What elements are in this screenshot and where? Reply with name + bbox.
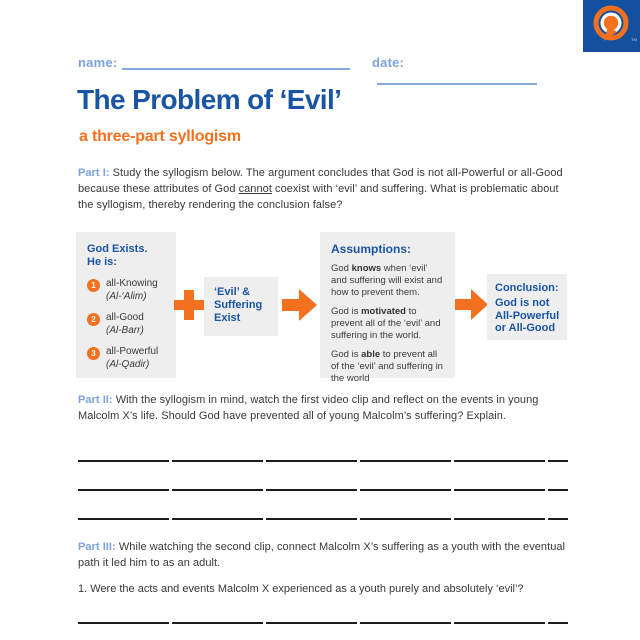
- arrow-right-icon: [282, 288, 317, 322]
- evil-suffering-box: [204, 277, 278, 336]
- part1-instructions: [78, 166, 570, 213]
- part3-text: While watching the second clip, connect Malcolm X’s suffering as a youth with the eventual path it led him to as an adult.: [78, 541, 566, 569]
- attribute-item: [87, 312, 168, 337]
- question-1: 1. Were the acts and events Malcolm X experienced as a youth purely and absolutely ‘evil’?: [78, 583, 524, 595]
- part1-label: Part I:: [78, 167, 110, 179]
- attribute-transliteration: (Al-‘Alim): [106, 291, 147, 302]
- assumptions-title: Assumptions:: [331, 242, 412, 256]
- part3-instructions: [78, 540, 570, 572]
- name-blank-line: [122, 57, 350, 70]
- part1-underlined-word: cannot: [238, 182, 272, 195]
- part2-text: With the syllogism in mind, watch the first video clip and reflect on the events in young Malcolm X’s life. Should God have prevented all of young Malcolm’s suffering? Explain.: [78, 394, 539, 422]
- q-logo-icon: [583, 0, 640, 52]
- answer-line: [78, 460, 568, 462]
- number-badge: 1: [87, 279, 100, 292]
- attribute-name: all-Knowing: [106, 278, 158, 289]
- answer-line: [78, 622, 568, 624]
- plus-icon: [174, 290, 204, 320]
- header-fields: [78, 55, 567, 73]
- attribute-item: [87, 346, 168, 371]
- page-title: The Problem of ‘Evil’: [77, 84, 342, 115]
- assumptions-box: [320, 232, 455, 384]
- part2-label: Part II:: [78, 394, 113, 406]
- premise-box: [76, 232, 176, 378]
- assumption-item: God is able to prevent all of the ‘evil’ and suffering in the world: [331, 349, 443, 384]
- conclusion-title: Conclusion:: [495, 282, 559, 294]
- part3-label: Part III:: [78, 541, 116, 553]
- attribute-transliteration: (Al-Qadir): [106, 359, 150, 370]
- number-badge: 3: [87, 347, 100, 360]
- number-badge: 2: [87, 313, 100, 326]
- date-label: date:: [372, 55, 405, 70]
- answer-line: [78, 489, 568, 491]
- date-blank-line: [377, 72, 537, 85]
- conclusion-text: or All-Good: [495, 322, 556, 334]
- syllogism-diagram: [76, 232, 567, 384]
- part2-instructions: [78, 393, 570, 425]
- name-label: name:: [78, 55, 118, 70]
- answer-line: [78, 518, 568, 520]
- attribute-item: [87, 278, 168, 303]
- arrow-right-icon: [455, 288, 488, 321]
- brand-logo: [583, 0, 640, 52]
- attribute-name: all-Good: [106, 312, 144, 323]
- conclusion-text: All-Powerful: [495, 309, 560, 322]
- conclusion-box: [487, 274, 567, 340]
- part1-text-b: coexist with ‘evil’ and suffering. What is problematic about the syllogism, thereby rendering the conclusion false?: [78, 182, 559, 211]
- attribute-name: all-Powerful: [106, 346, 159, 357]
- assumption-item: God is motivated to prevent all of the ‘evil’ and suffering in the world.: [331, 306, 441, 341]
- evil-suffering-text: ‘Evil’ & Suffering Exist: [214, 286, 263, 324]
- conclusion-text: God is not: [495, 297, 550, 309]
- svg-text:TM: TM: [631, 37, 637, 42]
- page-subtitle: a three-part syllogism: [79, 128, 241, 145]
- attribute-transliteration: (Al-Barr): [106, 325, 144, 336]
- assumption-item: God knows when ‘evil’ and suffering will exist and how to prevent them.: [331, 263, 443, 298]
- premise-title: God Exists. He is:: [87, 243, 148, 268]
- part1-text-a: Study the syllogism below. The argument concludes that God is not all-Powerful or all-Good because these attributes of God: [78, 167, 563, 195]
